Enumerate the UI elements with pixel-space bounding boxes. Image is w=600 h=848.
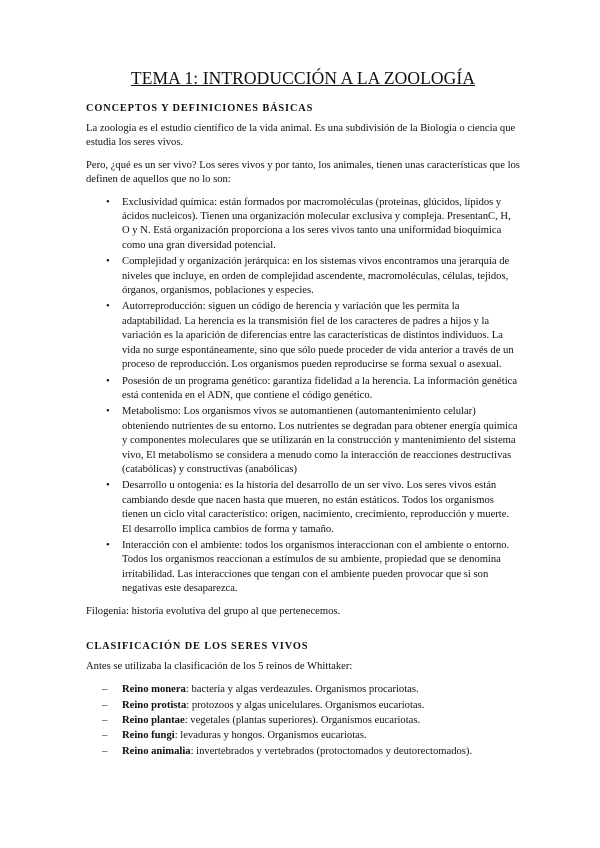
list-item-text: Autorreproducción: siguen un código de herencia y variación que les permita la adaptabilidad. La herencia es la transmisión fiel de los caracteres de padres a hijos y la variación es la aparición de diferencias entre las características de distintos individuos. La vida no surge espontáneamente, sino que sólo puede proceder de vida anterior a través de un proceso de reproducción. Los organismos pueden reproducirse se forma sexual o asexual. [122, 301, 514, 371]
intro-paragraph: La zoología es el estudio científico de la vida animal. Es una subdivisión de la Biología o ciencia que estudia los seres vivos. [86, 123, 516, 149]
kingdom-name: Reino fungi [122, 730, 175, 742]
list-item-text: Metabolismo: Los organismos vivos se automantienen (automantenimiento celular) obteniendo nutrientes de su entorno. Los nutrientes se degradan para obtener energía química y componentes moleculares que se utilizarán en la construcción y mantenimiento del sistema vivo, El metabolismo se considera a menudo como la interacción de reacciones destructivas (catabólicas) y constructivas (anabólicas) [122, 406, 518, 475]
page-title: TEMA 1: INTRODUCCIÓN A LA ZOOLOGÍA [130, 68, 476, 88]
bullet-icon: • [106, 196, 110, 208]
list-item [86, 405, 520, 477]
dash-icon: – [102, 730, 108, 742]
dash-icon: – [102, 745, 108, 757]
section-heading-clasificacion: CLASIFICACIÓN DE LOS SERES VIVOS [86, 641, 309, 652]
bullet-icon: • [106, 375, 110, 387]
kingdom-desc: : vegetales (plantas superiores). Organismos eucariotas. [184, 715, 421, 726]
list-item [86, 479, 520, 537]
list-item [86, 255, 520, 298]
list-item [86, 682, 520, 697]
kingdom-desc: : invertebrados y vertebrados (protoctomados y deutorectomados). [190, 745, 473, 757]
list-item-text: Complejidad y organización jerárquica: en los sistemas vivos encontramos una jerarquía de niveles que incluye, en orden de complejidad ascendente, macromoléculas, células, tejidos, órganos, organismos, poblaciones y especies. [122, 256, 510, 297]
kingdom-name: Reino protista [122, 699, 187, 711]
kingdom-name: Reino monera [122, 684, 186, 696]
kingdom-name: Reino plantae [122, 715, 185, 726]
list-item [86, 300, 520, 372]
kingdom-name: Reino animalia [122, 745, 191, 757]
bullet-icon: • [106, 539, 110, 551]
question-paragraph: Pero, ¿qué es un ser vivo? Los seres vivos y por tanto, los animales, tienen unas características que los definen de aquellos que no lo son: [86, 159, 520, 186]
list-item [86, 375, 520, 404]
list-item [86, 698, 520, 713]
filogenia-paragraph: Filogenia: historia evolutiva del grupo al que pertenecemos. [86, 605, 341, 617]
list-item-text: Desarrollo u ontogenia: es la historia del desarrollo de un ser vivo. Los seres vivos están cambiando desde que nacen hasta que mueren, no están estáticos. Todos los organismos tienen un ciclo vital característico: origen, nacimiento, crecimiento, reproducción y muerte. El desarrollo implica cambios de forma y tamaño. [122, 480, 510, 535]
section-spacer [86, 627, 520, 641]
bullet-icon: • [106, 480, 110, 492]
kingdom-desc: : bacteria y algas verdeazules. Organismos procariotas. [185, 684, 419, 696]
kingdom-desc: : levaduras y hongos. Organismos eucariotas. [174, 730, 367, 742]
kingdom-desc: : protozoos y algas unicelulares. Organismos eucariotas. [186, 699, 425, 711]
dash-icon: – [102, 699, 108, 711]
list-item-text: Interacción con el ambiente: todos los organismos interaccionan con el ambiente o entorno. Todos los organismos reaccionan a estímulos de su ambiente, propiedad que se denomina irritabilidad. Las interacciones que tengan con el ambiente pueden provocar que si son negativas este desaparezca. [122, 539, 510, 595]
bullet-icon: • [106, 406, 110, 418]
section-heading-conceptos: CONCEPTOS Y DEFINICIONES BÁSICAS [86, 103, 314, 114]
list-item [86, 539, 520, 597]
list-item [86, 744, 520, 759]
dash-icon: – [102, 684, 108, 696]
bullet-icon: • [106, 301, 110, 313]
list-item-text: Exclusividad química: están formados por macromoléculas (proteínas, glúcidos, lípidos y ácidos nucleicos). Tienen una organización molecular exclusiva y compleja. PresentanC, H, O y N. Está organización proporciona a los seres vivos tanto una uniformidad bioquímica como una gran diversidad potencial. [122, 196, 511, 251]
bullet-icon: • [106, 256, 110, 268]
characteristics-list [86, 196, 520, 597]
document-page [86, 68, 520, 759]
list-item [86, 196, 520, 254]
list-item-text: Posesión de un programa genético: garantiza fidelidad a la herencia. La información genética está contenida en el ADN, que contiene el código genético. [122, 375, 518, 401]
list-item [86, 728, 520, 743]
dash-icon: – [102, 715, 108, 726]
list-item [86, 713, 520, 728]
classification-intro: Antes se utilizaba la clasificación de los 5 reinos de Whittaker: [86, 661, 353, 672]
kingdoms-list [86, 682, 520, 758]
